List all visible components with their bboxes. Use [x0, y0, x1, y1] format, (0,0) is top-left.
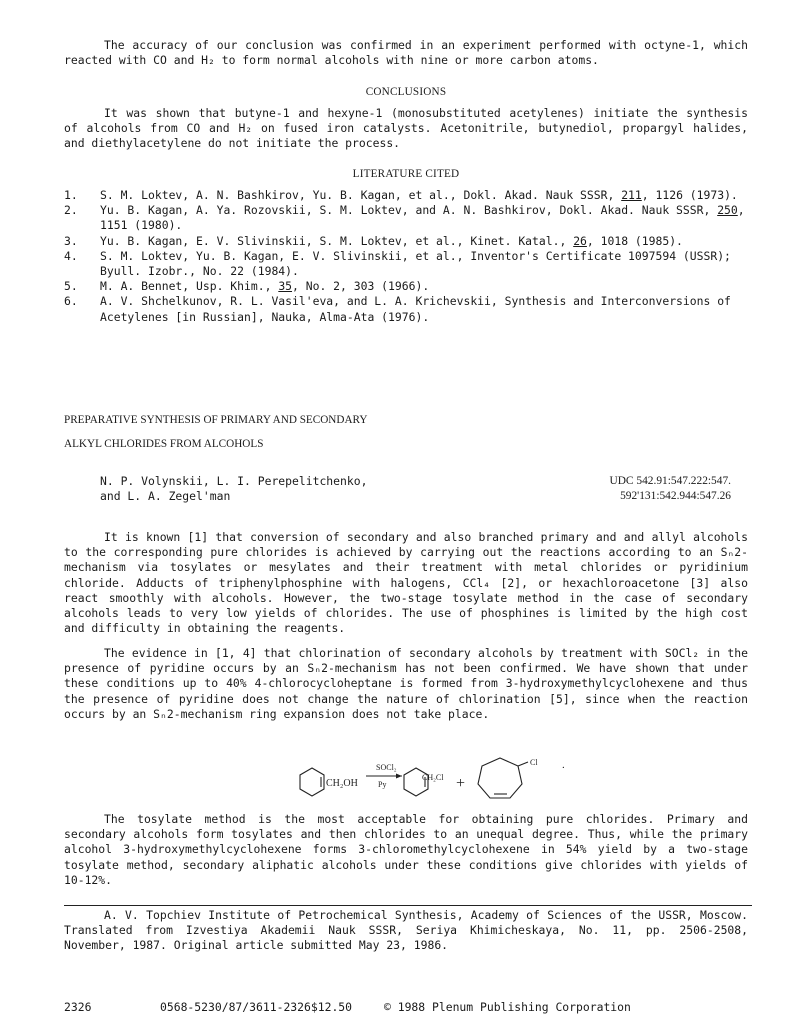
reference-list [64, 188, 748, 325]
reference-item: 5. M. A. Bennet, Usp. Khim., 35, No. 2, 303 (1966). [64, 279, 430, 294]
reagent-top: SOCl₂ [376, 763, 397, 772]
authors [100, 474, 367, 504]
article-title-line2: ALKYL CHLORIDES FROM ALCOHOLS [64, 438, 264, 450]
arrow-head [396, 774, 402, 779]
paragraph-1: It is known [1] that conversion of secondary and also branched primary and and allyl alcohols to the corresponding pure chlorides is achieved by carrying out the reactions according to an Sₙ2-mechanism via tosylates or mesylates and their treatment with metal chlorides or pyridinium chloride. Adducts of triphenylphosphine with halogens, CCl₄ [2], or hexachloroacetone [3] also react smoothly with alcohols. However, the two-stage tosylate method in the case of secondary alcohols leads to very low yields of chlorides. The use of phosphines is limited by the high cost and difficulty in obtaining the reagents. [64, 530, 748, 636]
authors-line2: and L. A. Zegel'man [100, 489, 231, 504]
reference-item: 3. Yu. B. Kagan, E. V. Slivinskii, S. M. Loktev, et al., Kinet. Katal., 26, 1018 (1985). [64, 233, 683, 248]
reference-item: 2. Yu. B. Kagan, A. Ya. Rozovskii, S. M. Loktev, and A. N. Bashkirov, Dokl. Akad. Nauk SSSR, 250, 1151 (1980). [64, 203, 745, 233]
reaction-scheme [290, 752, 590, 810]
scheme-period: . [562, 759, 565, 771]
plus-sign: + [456, 775, 466, 792]
affiliation-footnote: A. V. Topchiev Institute of Petrochemical Synthesis, Academy of Sciences of the USSR, Moscow. Translated from Izvestiya Akademii Nauk SSSR, Seriya Khimicheskaya, No. 11, pp. 2506-2508, November, 1987. Original article submitted May 23, 1986. [64, 908, 748, 953]
conclusions-text: It was shown that butyne-1 and hexyne-1 (monosubstituted acetylenes) initiate the synthesis of alcohols from CO and H₂ on fused iron catalysts. Acetonitrile, butynediol, propargyl halides, and diethylacetylene do not initiate the process. [64, 106, 748, 151]
authors-line1: N. P. Volynskii, L. I. Perepelitchenko, [100, 474, 368, 488]
conclusions-heading: CONCLUSIONS [365, 86, 447, 98]
paragraph-3: The tosylate method is the most acceptable for obtaining pure chlorides. Primary and secondary alcohols form tosylates and then chlorides to an unequal degree. Thus, while the primary alcohol 3-hydroxymethylcyclohexene forms 3-chloromethylcyclohexene in 54% yield by a two-stage tosylate method, secondary aliphatic alcohols under these conditions give chlorides with yields of 10-12%. [64, 812, 748, 887]
literature-heading: LITERATURE CITED [352, 168, 460, 180]
article-title-line1: PREPARATIVE SYNTHESIS OF PRIMARY AND SECONDARY [64, 414, 368, 426]
product1-label: CH₂Cl [422, 773, 444, 782]
copyright-line: © 1988 Plenum Publishing Corporation [384, 1000, 631, 1014]
reactant-label: CH₂OH [326, 778, 358, 789]
cyclohexene-reactant [300, 768, 324, 796]
reference-item: 1. S. M. Loktev, A. N. Bashkirov, Yu. B. Kagan, et al., Dokl. Akad. Nauk SSSR, 211, 1126 (1973). [64, 188, 738, 202]
publication-code: 0568-5230/87/3611-2326$12.50 [160, 1000, 353, 1014]
reagent-bottom: Py [378, 780, 387, 789]
paragraph-2: The evidence in [1, 4] that chlorination of secondary alcohols by treatment with SOCl₂ in the presence of pyridine occurs by an Sₙ2-mechanism has not been confirmed. We have shown that under these conditions up to 40% 4-chlorocycloheptane is formed from 3-hydroxymethylcyclohexene and thus the presence of pyridine does not change the nature of chlorination [5], since when the reaction occurs by an Sₙ2-mechanism ring expansion does not take place. [64, 646, 748, 721]
intro-paragraph: The accuracy of our conclusion was confirmed in an experiment performed with octyne-1, which reacted with CO and H₂ to form normal alcohols with nine or more carbon atoms. [64, 38, 748, 68]
product2-label: Cl [530, 758, 538, 767]
cycloheptene-product [478, 758, 528, 798]
reference-item: 6. A. V. Shchelkunov, R. L. Vasil'eva, and L. A. Krichevskii, Synthesis and Interconversions of Acetylenes [in Russian], Nauka, Alma-Ata (1976). [64, 294, 731, 324]
page-number: 2326 [64, 1000, 92, 1014]
footnote-divider [64, 905, 752, 906]
udc-code: UDC 542.91:547.222:547. 592'131:542.944:547.26 [609, 475, 731, 503]
reference-item: 4. S. M. Loktev, Yu. B. Kagan, E. V. Slivinskii, et al., Inventor's Certificate 1097594 (USSR); Byull. Izobr., No. 22 (1984). [64, 248, 731, 279]
